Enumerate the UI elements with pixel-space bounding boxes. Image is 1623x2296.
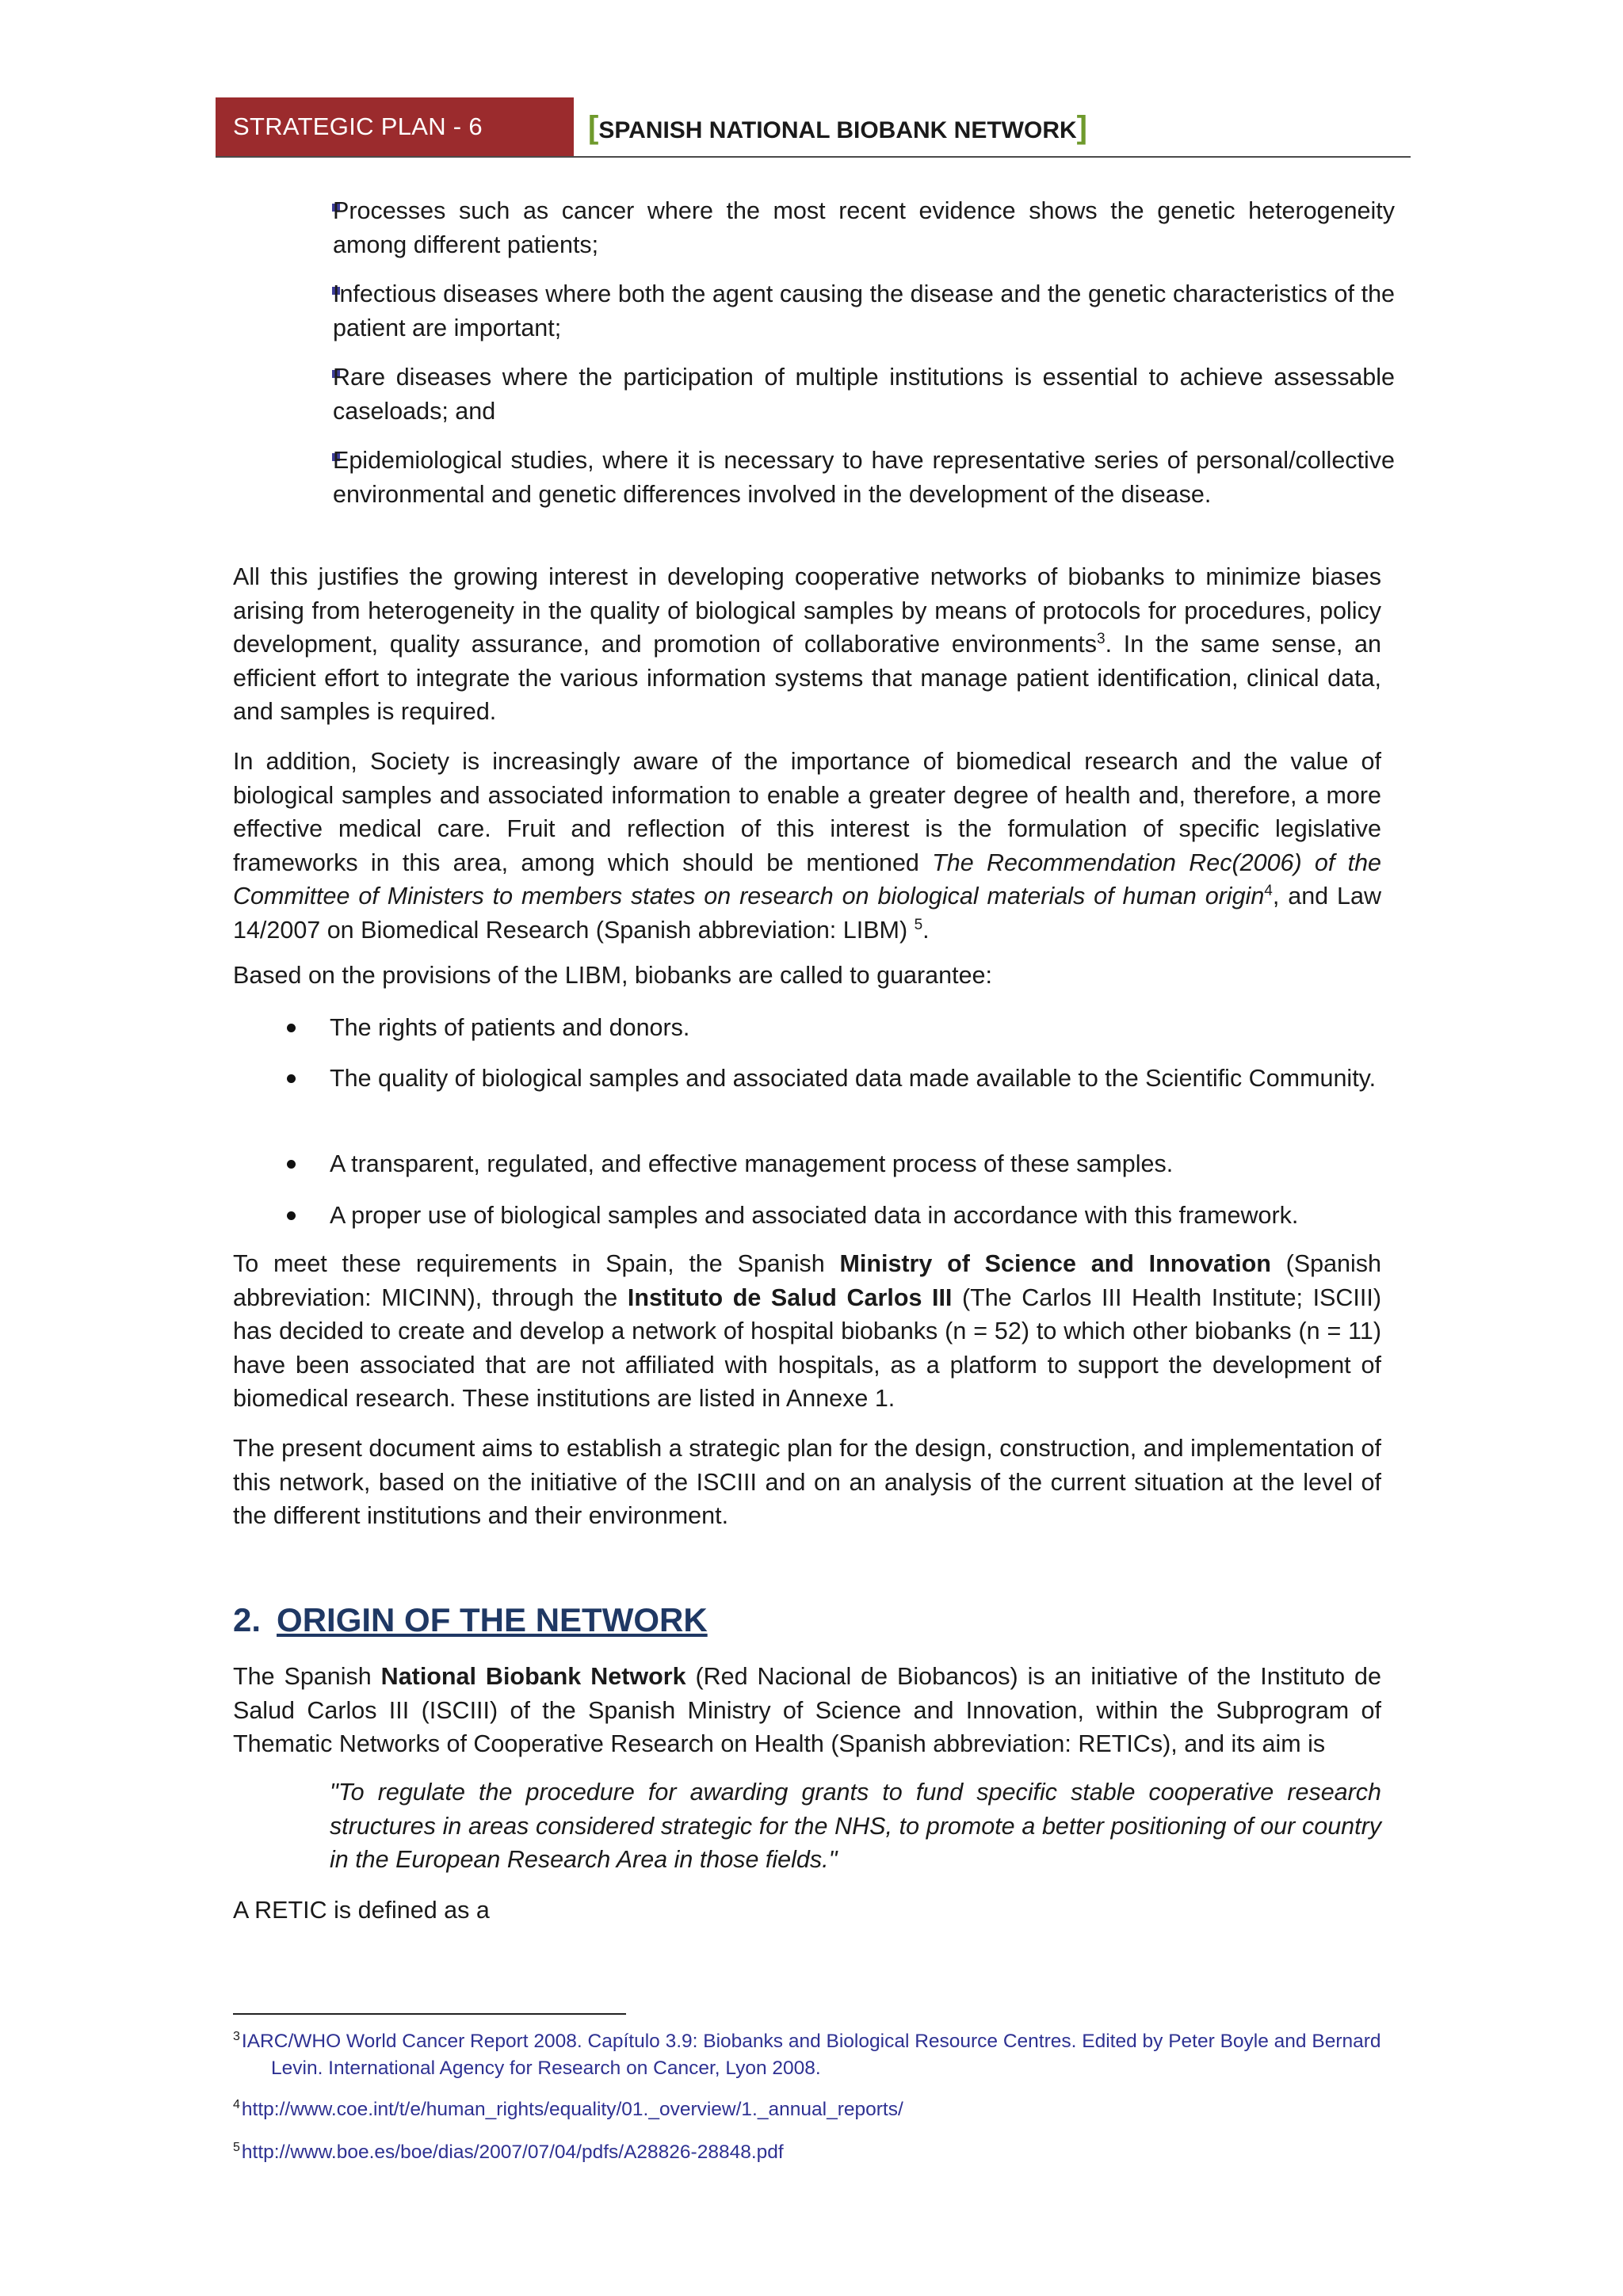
footnote-3 xyxy=(233,2028,1398,2082)
paragraph-purpose: The present document aims to establish a strategic plan for the design, construction, and implementation of this network, based on the initiative of the ISCIII and on an analysis of the current situation at the level of the different institutions and their environment. xyxy=(233,1435,1381,1530)
footnote-text: IARC/WHO World Cancer Report 2008. Capítulo 3.9: Biobanks and Biological Resource Centres. Edited by Peter Boyle and Bernard xyxy=(241,2031,1381,2052)
paragraph-text: All this justifies the growing interest in developing cooperative networks of biobanks to minimize biases arising from heterogeneity in the quality of biological samples by means of protocols for procedures, policy development, quality assurance, and promotion of collaborative environments xyxy=(233,563,1381,658)
footnote-ref: 3 xyxy=(1096,631,1106,648)
paragraph-text: (Red Nacional de Biobancos) is an initiative of the Instituto de Salud Carlos III (ISCIII) of the Spanish Ministry of Science and Innovation, within the Subprogram of Thematic Networks of Cooperative Research on Health (Spanish abbreviation: RETICs), and its aim is xyxy=(233,1663,1381,1758)
paragraph-text: . xyxy=(922,916,930,944)
footnote-link[interactable]: http://www.boe.es/boe/dias/2007/07/04/pdfs/A28826-28848.pdf xyxy=(241,2142,784,2163)
paragraph-retic-definition: A RETIC is defined as a xyxy=(233,1897,490,1924)
page-header-title: SPANISH NATIONAL BIOBANK NETWORK xyxy=(598,117,1077,143)
footnote-link[interactable]: http://www.coe.int/t/e/human_rights/equality/01._overview/1._annual_reports/ xyxy=(241,2099,903,2120)
header-divider xyxy=(216,156,1411,158)
paragraph-legislation xyxy=(233,745,1381,948)
list-item: Epidemiological studies, where it is necessary to have representative series of personal/collective environmental and genetic differences involved in the development of the disease. xyxy=(333,447,1395,508)
paragraph-networks xyxy=(233,560,1381,729)
footnote-5 xyxy=(233,2139,1398,2166)
page-header-title-block xyxy=(588,107,1087,151)
bullet-dot-icon xyxy=(287,1211,296,1220)
footnote-ref: 4 xyxy=(1264,883,1273,900)
paragraph-text: , and Law 14/2007 on Biomedical Research (Spanish abbreviation: LIBM) xyxy=(233,883,1381,944)
section-title: ORIGIN OF THE NETWORK xyxy=(277,1601,708,1638)
footnote-4 xyxy=(233,2096,1398,2123)
paragraph-text: To meet these requirements in Spain, the Spanish xyxy=(233,1250,840,1277)
list-item: A transparent, regulated, and effective management process of these samples. xyxy=(330,1150,1174,1177)
bullet-dot-icon xyxy=(287,1160,296,1169)
page-header-label: STRATEGIC PLAN - 6 xyxy=(216,97,574,156)
bullet-dot-icon xyxy=(287,1024,296,1032)
paragraph-ministry xyxy=(233,1247,1381,1416)
header-bracket-open: [ xyxy=(588,110,599,145)
footnote-number: 4 xyxy=(233,2097,240,2111)
paragraph-text: In addition, Society is increasingly aware of the importance of biomedical research and the value of biological samples and associated information to enable a greater degree of health and, therefore, a more effective medical care. Fruit and reflection of this interest is the formulation of specific legislative frameworks in this area, among which should be mentioned xyxy=(233,748,1381,876)
list-item: Rare diseases where the participation of multiple institutions is essential to achieve assessable caseloads; and xyxy=(333,364,1395,425)
footnote-text-continued: Levin. International Agency for Research on Cancer, Lyon 2008. xyxy=(271,2058,821,2079)
list-item: Processes such as cancer where the most recent evidence shows the genetic heterogeneity among different patients; xyxy=(333,197,1395,258)
institute-name: Instituto de Salud Carlos III xyxy=(627,1283,953,1311)
list-item: The quality of biological samples and associated data made available to the Scientific Community. xyxy=(330,1065,1377,1092)
list-item: Infectious diseases where both the agent causing the disease and the genetic characteristics of the patient are important; xyxy=(333,280,1395,341)
footnote-ref: 5 xyxy=(914,916,923,933)
paragraph-text: (Spanish abbreviation: MICINN), through the xyxy=(233,1250,1381,1311)
header-bracket-close: ] xyxy=(1076,110,1087,145)
paragraph-libm-intro: Based on the provisions of the LIBM, biobanks are called to guarantee: xyxy=(233,962,992,989)
list-item: A proper use of biological samples and associated data in accordance with this framework. xyxy=(330,1202,1299,1229)
paragraph-text: The Spanish xyxy=(233,1663,381,1690)
network-name: National Biobank Network xyxy=(380,1663,686,1690)
block-quote: "To regulate the procedure for awarding grants to fund specific stable cooperative research structures in areas considered strategic for the NHS, to promote a better positioning of our country in the European Research Area in those fields." xyxy=(330,1779,1381,1874)
list-item: The rights of patients and donors. xyxy=(330,1014,690,1041)
footnote-number: 5 xyxy=(233,2140,240,2154)
footnote-number: 3 xyxy=(233,2029,240,2043)
footnote-divider xyxy=(233,2013,626,2015)
paragraph-text: . In the same sense, an efficient effort to integrate the various information systems that manage patient identification, clinical data, and samples is required. xyxy=(233,631,1381,726)
section-heading xyxy=(233,1597,708,1643)
ministry-name: Ministry of Science and Innovation xyxy=(839,1250,1271,1277)
paragraph-network-origin xyxy=(233,1660,1381,1761)
paragraph-text: (The Carlos III Health Institute; ISCIII) has decided to create and develop a network of hospital biobanks (n = 52) to which other biobanks (n = 11) have been associated that are not affiliated with hospitals, as a platform to support the development of biomedical research. These institutions are listed in Annexe 1. xyxy=(233,1283,1382,1413)
recommendation-title: The Recommendation Rec(2006) of the Committee of Ministers to members states on research on biological materials of human origin xyxy=(233,849,1382,910)
section-number: 2. xyxy=(233,1601,262,1638)
bullet-dot-icon xyxy=(287,1074,296,1083)
